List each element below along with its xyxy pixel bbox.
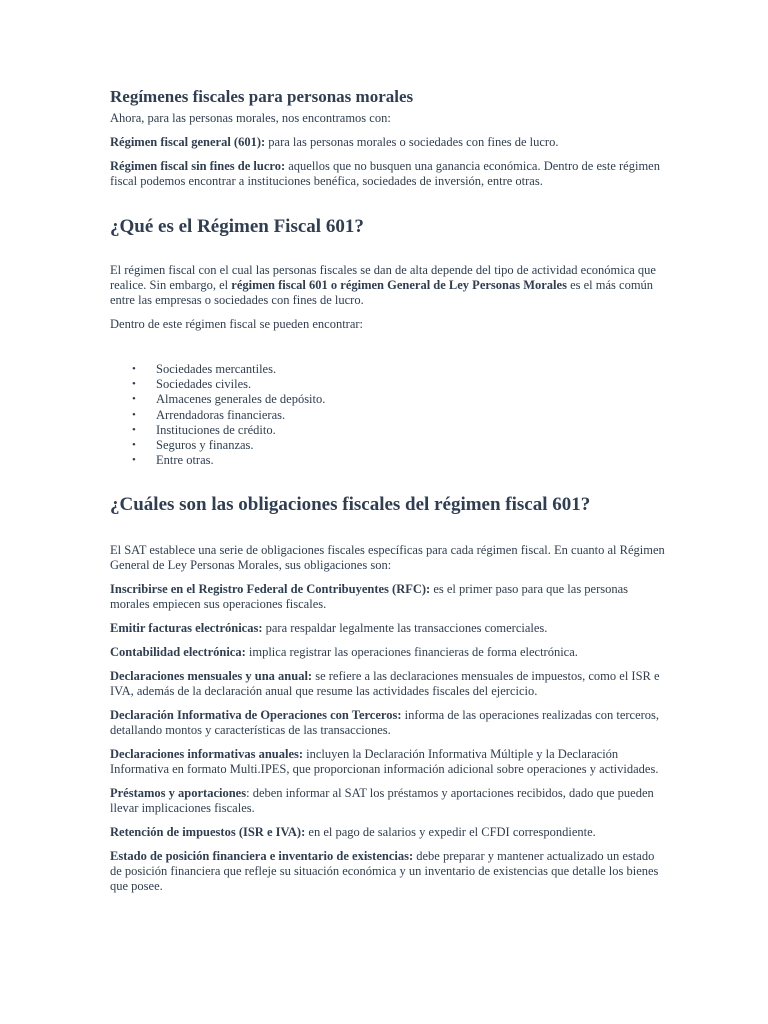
obligation-term: Emitir facturas electrónicas: (110, 621, 263, 636)
list-item: • Instituciones de crédito. (132, 423, 668, 438)
list-item: • Arrendadoras financieras. (132, 408, 668, 423)
obligation-term: Préstamos y aportaciones (110, 786, 247, 801)
bullet-list (110, 362, 668, 468)
body-paragraph (110, 263, 668, 308)
section-intro: Ahora, para las personas morales, nos encontramos con: (110, 111, 391, 125)
obligation-paragraph (110, 708, 668, 738)
obligation-paragraph (110, 621, 668, 636)
obligation-paragraph (110, 849, 668, 894)
obligation-paragraph (110, 669, 668, 699)
obligation-text: es el primer paso para que las personas morales empiecen sus operaciones fiscales. (110, 582, 629, 612)
list-item: • Seguros y finanzas. (132, 438, 668, 453)
definition-paragraph (110, 159, 668, 189)
obligation-text: para respaldar legalmente las transacciones comerciales. (262, 621, 548, 636)
obligation-paragraph (110, 825, 668, 840)
body-paragraph: Dentro de este régimen fiscal se pueden encontrar: (110, 317, 364, 331)
body-text: es el más común entre las empresas o sociedades con fines de lucro. (110, 278, 654, 307)
definition-term: Régimen fiscal general (601): (110, 135, 266, 149)
section-intro: El SAT establece una serie de obligaciones fiscales específicas para cada régimen fiscal. En cuanto al Régimen General de Ley Personas Morales, sus obligaciones son: (110, 543, 665, 573)
obligation-term: Declaración Informativa de Operaciones con Terceros: (110, 708, 402, 723)
obligation-term: Estado de posición financiera e inventario de existencias: (110, 849, 414, 864)
obligation-term: Inscribirse en el Registro Federal de Contribuyentes (RFC): (110, 582, 431, 597)
obligation-text: informa de las operaciones realizadas con terceros, detallando montos y características de las transacciones. (110, 708, 660, 738)
definition-term: Régimen fiscal sin fines de lucro: (110, 159, 286, 173)
obligation-term: Declaraciones informativas anuales: (110, 747, 304, 762)
obligation-text: implica registrar las operaciones financieras de forma electrónica. (245, 645, 578, 660)
body-text: El régimen fiscal con el cual las personas fiscales se dan de alta depende del tipo de actividad económica que realice. Sin embargo, el (110, 263, 656, 292)
list-item: • Almacenes generales de depósito. (132, 392, 668, 407)
obligation-text: en el pago de salarios y expedir el CFDI correspondiente. (305, 825, 596, 840)
list-item: • Sociedades civiles. (132, 377, 668, 392)
obligation-term: Retención de impuestos (ISR e IVA): (110, 825, 306, 840)
section-heading-que-es: ¿Qué es el Régimen Fiscal 601? (110, 216, 364, 237)
obligation-text: se refiere a las declaraciones mensuales de impuestos, como el ISR e IVA, además de la declaración anual que resume las actividades fiscales del ejercicio. (110, 669, 660, 699)
obligation-paragraph (110, 582, 668, 612)
obligation-paragraph (110, 645, 668, 660)
obligation-paragraph (110, 786, 668, 816)
obligation-paragraph (110, 747, 668, 777)
body-bold-text: régimen fiscal 601 o régimen General de Ley Personas Morales (231, 278, 567, 292)
definition-paragraph (110, 135, 668, 150)
obligation-text: : deben informar al SAT los préstamos y aportaciones recibidos, dado que pueden llevar implicaciones fiscales. (110, 786, 654, 816)
definition-text: aquellos que no busquen una ganancia económica. Dentro de este régimen fiscal podemos encontrar a instituciones benéfica, sociedades de inversión, entre otras. (110, 159, 660, 188)
obligation-term: Contabilidad electrónica: (110, 645, 246, 660)
obligation-text: incluyen la Declaración Informativa Múltiple y la Declaración Informativa en formato Multi.IPES, que proporcionan información adicional sobre operaciones y actividades. (110, 747, 659, 777)
obligation-text: debe preparar y mantener actualizado un estado de posición financiera que refleje su situación económica y un inventario de existencias que detalle los bienes que posee. (110, 849, 659, 894)
definition-text: para las personas morales o sociedades con fines de lucro. (265, 135, 559, 149)
section-heading-obligaciones: ¿Cuáles son las obligaciones fiscales del régimen fiscal 601? (110, 494, 591, 516)
list-item: • Sociedades mercantiles. (132, 362, 668, 377)
obligation-term: Declaraciones mensuales y una anual: (110, 669, 313, 684)
section-heading-regimenes: Regímenes fiscales para personas morales (110, 87, 414, 106)
list-item: • Entre otras. (132, 453, 668, 468)
